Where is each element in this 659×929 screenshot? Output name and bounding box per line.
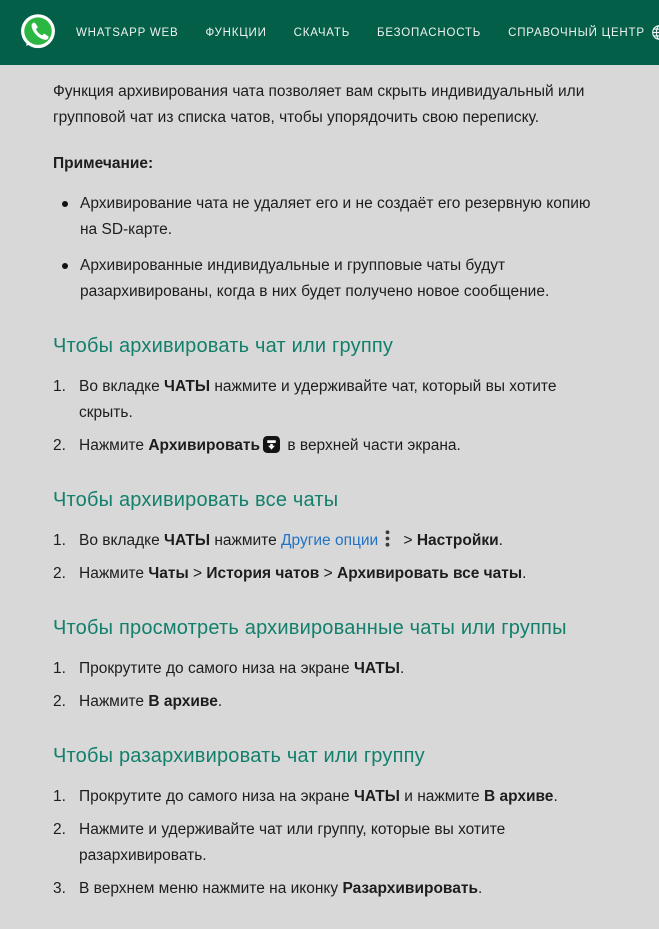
note-item: Архивирование чата не удаляет его и не создаёт его резервную копию на SD-карте. [53,191,609,243]
top-nav-bar [0,0,659,65]
bold-term: ЧАТЫ [164,378,211,395]
bold-term: Разархивировать [342,880,478,897]
note-label: Примечание: [53,155,154,172]
step-text: Нажмите и удерживайте чат или группу, которые вы хотите разархивировать. [79,821,506,864]
step-number: 3. [53,880,66,897]
step-item [53,374,609,426]
section-heading: Чтобы архивировать все чаты [53,489,339,511]
step-number: 1. [53,788,66,805]
section-steps [53,656,609,715]
bold-term: ЧАТЫ [164,532,211,549]
step-number: 2. [53,565,66,582]
other-options-link[interactable]: Другие опции [281,532,379,549]
bold-term: В архиве [148,693,218,710]
step-text: Прокрутите до самого низа на экране ЧАТЫ и нажмите В архиве. [79,788,558,805]
step-text: Нажмите Архивировать в верхней части экрана. [79,437,461,454]
nav-item-help-center[interactable]: СПРАВОЧНЫЙ ЦЕНТР [508,26,645,39]
section-heading: Чтобы архивировать чат или группу [53,335,394,357]
step-item [53,817,609,869]
bold-term: Архивировать все чаты [337,565,523,582]
archive-badge-icon [263,436,280,453]
section-steps [53,374,609,459]
step-number: 1. [53,532,66,549]
nav-item-features[interactable]: ФУНКЦИИ [205,26,267,39]
step-text: Нажмите Чаты > История чатов > Архивировать все чаты. [79,565,527,582]
bold-term: История чатов [206,565,320,582]
bold-term: Чаты [148,565,189,582]
bold-term: Настройки [416,532,499,549]
step-number: 2. [53,693,66,710]
step-text: Нажмите В архиве. [79,693,223,710]
section-heading: Чтобы просмотреть архивированные чаты или группы [53,617,567,639]
sections-container [53,333,609,902]
step-text: Во вкладке ЧАТЫ нажмите Другие опции > Настройки. [79,532,503,549]
note-item: Архивированные индивидуальные и групповые чаты будут разархивированы, когда в них будет получено новое сообщение. [53,253,609,305]
language-globe-button[interactable] [649,22,659,43]
step-item [53,528,609,554]
nav-item-security[interactable]: БЕЗОПАСНОСТЬ [377,26,482,39]
step-number: 2. [53,821,66,838]
article-body [0,65,659,929]
kebab-menu-icon [385,530,390,547]
step-item [53,689,609,715]
step-number: 1. [53,378,66,395]
section-steps [53,528,609,587]
whatsapp-bubble-icon [16,10,60,56]
notes-list [53,191,609,305]
bold-term: В архиве [483,788,554,805]
step-item [53,433,609,459]
step-item [53,784,609,810]
bold-term: ЧАТЫ [353,788,400,805]
main-nav [76,27,645,39]
intro-paragraph: Функция архивирования чата позволяет вам скрыть индивидуальный или групповой чат из списка чатов, чтобы упорядочить свою переписку. [53,83,585,126]
step-item [53,561,609,587]
step-text: В верхнем меню нажмите на иконку Разархивировать. [79,880,483,897]
step-item [53,876,609,902]
bold-term: Архивировать [148,437,261,454]
nav-item-whatsapp-web[interactable]: WHATSAPP WEB [76,26,179,39]
step-text: Прокрутите до самого низа на экране ЧАТЫ. [79,660,405,677]
bold-term: ЧАТЫ [353,660,400,677]
globe-icon [651,29,659,44]
step-number: 1. [53,660,66,677]
nav-item-download[interactable]: СКАЧАТЬ [293,26,351,39]
section-heading: Чтобы разархивировать чат или группу [53,745,425,767]
section-steps [53,784,609,902]
step-text: Во вкладке ЧАТЫ нажмите и удерживайте чат, который вы хотите скрыть. [79,378,557,421]
whatsapp-logo[interactable] [16,10,60,56]
step-number: 2. [53,437,66,454]
step-item [53,656,609,682]
